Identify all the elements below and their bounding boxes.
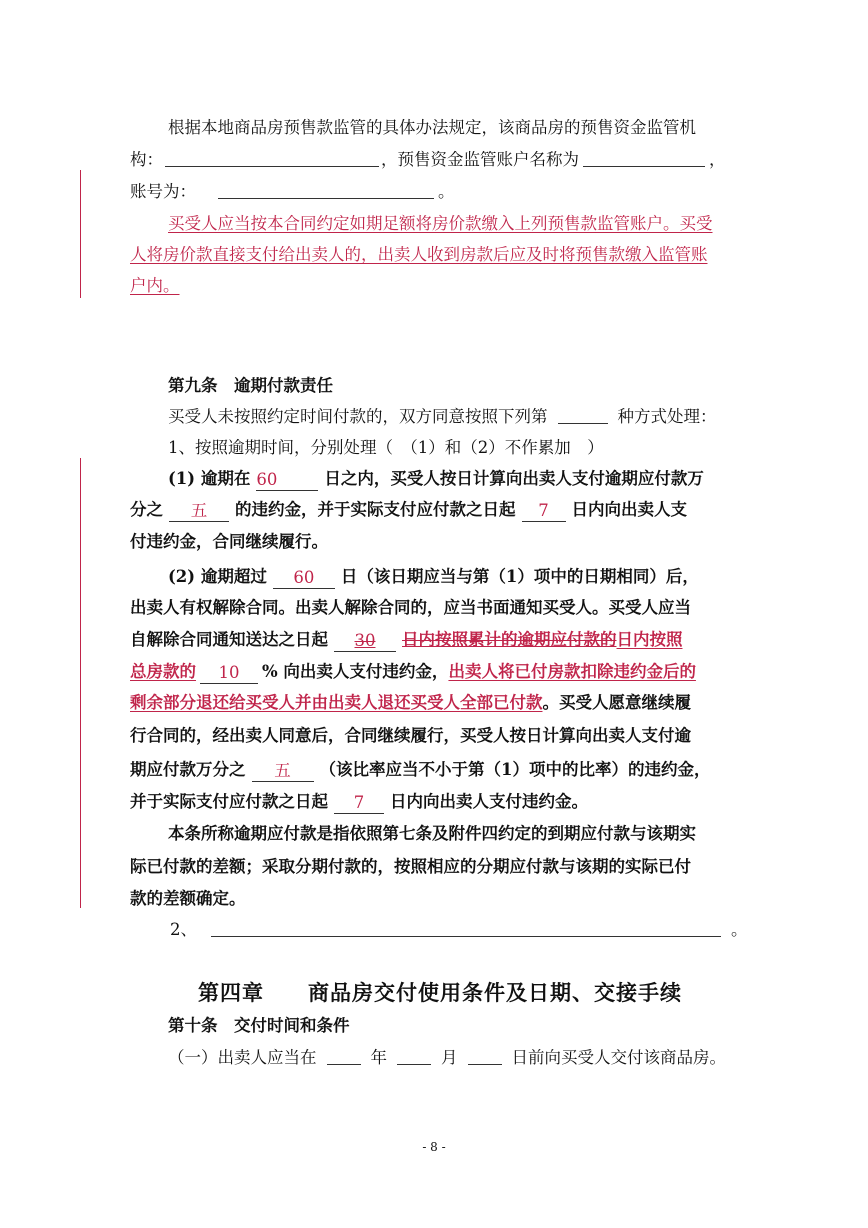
- label-text: 构：: [130, 150, 163, 169]
- label-text: 行合同的，经出卖人同意后，合同继续履行，买受人按日计算向出卖人支付逾: [130, 726, 691, 745]
- item-2-blank[interactable]: [211, 918, 721, 937]
- label-text: ，预售资金监管账户名称为: [381, 150, 579, 169]
- payment-days-field[interactable]: [522, 502, 566, 522]
- field-value: 五: [190, 501, 208, 520]
- text-line: [130, 498, 687, 522]
- label-text: (2) 逾期超过: [168, 567, 267, 586]
- text-line: [130, 660, 696, 684]
- text-line: [168, 116, 696, 140]
- chapter-title: 第四章 商品房交付使用条件及日期、交接手续: [198, 980, 682, 1005]
- label-text: 日之内，买受人按日计算向出卖人支付逾期应付款万: [324, 469, 704, 488]
- revised-text: 剩余部分退还给买受人并由出卖人退还买受人全部已付款: [130, 693, 543, 712]
- page-number: - 8 -: [422, 1140, 446, 1154]
- text-line: [168, 565, 699, 589]
- label-text: 买受人未按照约定时间付款的，双方同意按照下列第: [168, 407, 548, 426]
- label-text: 日内向出卖人支: [571, 500, 687, 519]
- text-line: [168, 436, 604, 460]
- label-text: （该比率应当不小于第（1）项中的比率）的违约金，: [319, 760, 711, 779]
- field-value: 60: [256, 470, 278, 489]
- text-line: [168, 467, 704, 491]
- revision-bar: [80, 458, 81, 908]
- label-text: 月: [441, 1048, 458, 1067]
- revised-text: 总房款的: [130, 662, 196, 681]
- field-value: 7: [538, 501, 549, 520]
- account-number-blank[interactable]: [218, 180, 434, 199]
- overdue-exceed-days-field[interactable]: [273, 569, 335, 589]
- label-text: % 向出卖人支付违约金，: [262, 662, 449, 681]
- revised-text-line: [130, 274, 180, 298]
- label-text: 自解除合同通知送达之日起: [130, 630, 328, 649]
- method-choice-blank[interactable]: [558, 405, 608, 424]
- punctuation: ，: [709, 150, 726, 169]
- article-9-title: 第九条 逾期付款责任: [168, 376, 333, 395]
- label-text: 期应付款万分之: [130, 760, 246, 779]
- text-line: [130, 790, 588, 814]
- label-text: 付违约金，合同继续履行。: [130, 532, 328, 551]
- revised-text: 出卖人将已付房款扣除违约金后的: [448, 662, 696, 681]
- revised-text: 人将房价款直接支付给出卖人的，出卖人收到房款后应及时将预售款缴入监管账: [130, 245, 708, 264]
- note-text: 款的差额确定。: [130, 889, 246, 908]
- delivery-year-blank[interactable]: [327, 1046, 361, 1065]
- delivery-month-blank[interactable]: [397, 1046, 431, 1065]
- label-text: 的违约金，并于实际支付应付款之日起: [235, 500, 516, 519]
- note-text: 际已付款的差额；采取分期付款的，按照相应的分期应付款与该期的实际已付: [130, 857, 691, 876]
- field-value: 10: [218, 663, 240, 682]
- label-text: 日内向出卖人支付违约金。: [390, 792, 588, 811]
- article-10-title: 第十条 交付时间和条件: [168, 1016, 350, 1035]
- text-line: [130, 724, 691, 748]
- struck-text: 日内按照累计的逾期应付款的: [402, 630, 617, 649]
- punctuation: 。: [438, 182, 455, 201]
- revision-bar: [80, 170, 81, 298]
- continued-rate-field[interactable]: [252, 762, 314, 782]
- field-value: 60: [293, 568, 315, 587]
- text-line: [130, 628, 683, 652]
- text-line: [130, 180, 455, 204]
- field-value: 五: [274, 761, 291, 780]
- text-line: [130, 148, 726, 172]
- label-text: 年: [370, 1048, 387, 1067]
- text-line: [130, 530, 328, 554]
- overdue-days-field[interactable]: [256, 471, 318, 491]
- label-text: 分之: [130, 500, 163, 519]
- revised-text: 日内按照: [616, 630, 683, 649]
- item-1-text: 1、按照逾期时间，分别处理（ （1）和（2）不作累加 ）: [168, 438, 604, 457]
- account-name-blank[interactable]: [583, 148, 705, 167]
- text-line: [130, 691, 691, 715]
- text-line: [130, 596, 691, 620]
- label-text: 日前向买受人交付该商品房。: [511, 1048, 726, 1067]
- notice-days-field[interactable]: [334, 632, 396, 652]
- text-line: [170, 918, 748, 942]
- revised-text-line: [168, 212, 713, 236]
- text-line: [130, 887, 246, 911]
- label-text: 日（该日期应当与第（1）项中的日期相同）后，: [340, 567, 699, 586]
- continued-payment-days-field[interactable]: [334, 794, 384, 814]
- text-line: [168, 405, 717, 429]
- note-text: 本条所称逾期应付款是指依照第七条及附件四约定的到期应付款与该期实: [168, 824, 696, 843]
- label-text: (1) 逾期在: [168, 469, 251, 488]
- revised-text-line: [130, 243, 708, 267]
- label-text: 账号为：: [130, 182, 196, 201]
- text-line: [130, 855, 691, 879]
- label-text: 出卖人有权解除合同。出卖人解除合同的，应当书面通知买受人。买受人应当: [130, 598, 691, 617]
- revised-text: 户内。: [130, 276, 180, 295]
- punctuation: 。: [731, 920, 748, 939]
- item-2-label: 2、: [170, 920, 197, 939]
- penalty-rate-field[interactable]: [169, 502, 229, 522]
- label-text: 并于实际支付应付款之日起: [130, 792, 328, 811]
- penalty-percent-field[interactable]: [200, 664, 258, 684]
- field-value: 7: [353, 793, 365, 812]
- text-line: [168, 1046, 726, 1070]
- delivery-day-blank[interactable]: [468, 1046, 502, 1065]
- article-title: [168, 374, 333, 398]
- revised-text: 买受人应当按本合同约定如期足额将房价款缴入上列预售款监管账户。买受: [168, 214, 713, 233]
- supervision-institution-blank[interactable]: [165, 148, 379, 167]
- label-text: 。买受人愿意继续履: [542, 693, 691, 712]
- label-text: 种方式处理：: [617, 407, 717, 426]
- article-title: [168, 1014, 350, 1038]
- label-text: （一）出卖人应当在: [168, 1048, 317, 1067]
- field-value: 30: [354, 631, 376, 650]
- text-line: [168, 822, 696, 846]
- paragraph-text: 根据本地商品房预售款监管的具体办法规定，该商品房的预售资金监管机: [168, 118, 696, 137]
- text-line: [130, 758, 710, 782]
